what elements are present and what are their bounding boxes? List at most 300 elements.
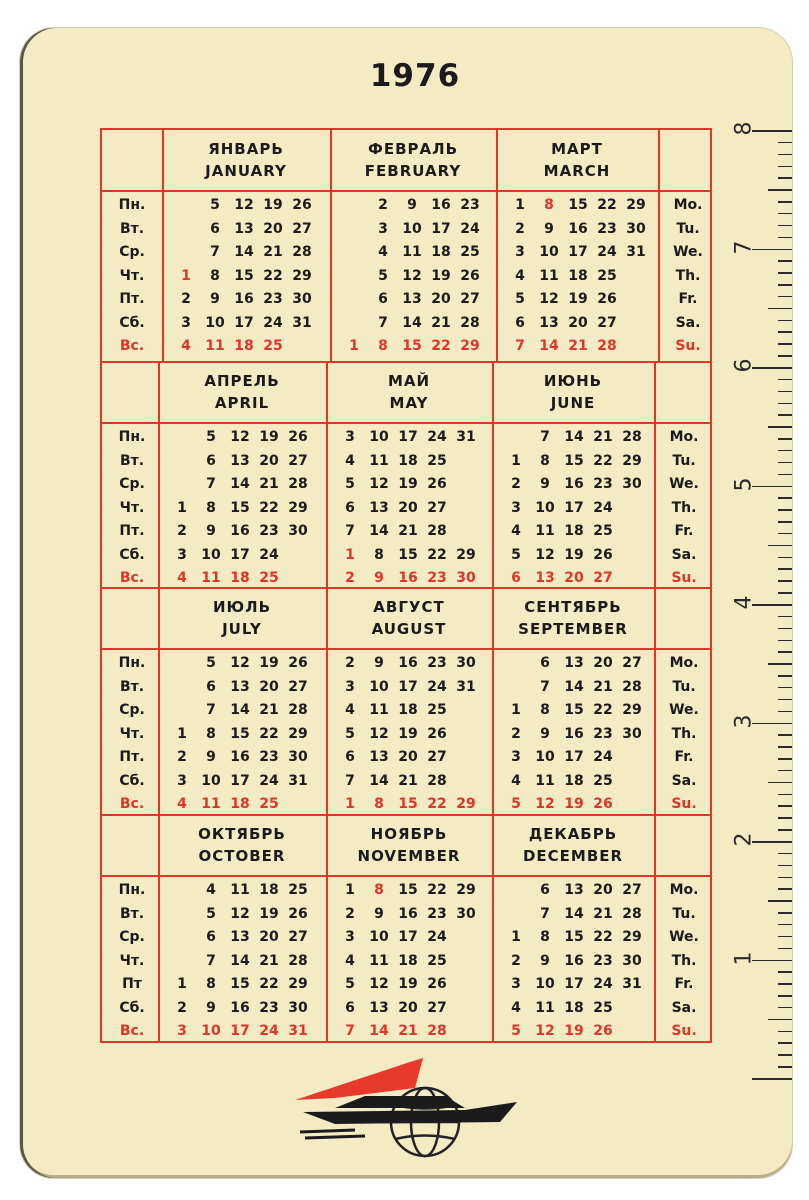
day-cell: 11 bbox=[402, 244, 422, 260]
ruler-tick bbox=[778, 936, 792, 938]
day-cell: 25 bbox=[288, 882, 308, 898]
day-cell: 3 bbox=[515, 244, 525, 260]
weekday-label-ru: Сб. bbox=[119, 772, 145, 789]
day-cell: 20 bbox=[259, 678, 279, 695]
day-cell: 12 bbox=[535, 796, 555, 812]
day-cell: 28 bbox=[622, 905, 642, 922]
day-cell: 7 bbox=[378, 314, 388, 331]
day-cell: 21 bbox=[593, 678, 613, 695]
weekday-label-en: Tu. bbox=[672, 905, 696, 922]
day-cell: 27 bbox=[622, 882, 642, 898]
day-cell: 10 bbox=[201, 546, 221, 563]
day-cell: 27 bbox=[597, 314, 617, 331]
day-cell: 22 bbox=[427, 796, 447, 812]
day-cell: 27 bbox=[288, 929, 308, 945]
ruler-tick bbox=[778, 296, 792, 298]
weekday-label-ru: Ср. bbox=[119, 476, 145, 492]
day-cell: 7 bbox=[206, 952, 216, 969]
day-cell: 2 bbox=[177, 999, 187, 1016]
day-cell: 14 bbox=[230, 476, 250, 492]
day-cell: 28 bbox=[292, 244, 312, 260]
day-cell: 9 bbox=[374, 570, 384, 586]
day-cell: 29 bbox=[622, 702, 642, 718]
ruler-tick bbox=[778, 142, 792, 144]
ruler-tick bbox=[778, 1042, 792, 1044]
day-cell: 6 bbox=[540, 882, 550, 898]
day-cell: 12 bbox=[369, 725, 389, 742]
day-cell: 12 bbox=[230, 905, 250, 922]
ruler-tick bbox=[778, 438, 792, 440]
day-cell: 20 bbox=[259, 452, 279, 469]
day-cell: 3 bbox=[378, 220, 388, 237]
day-cell: 21 bbox=[593, 905, 613, 922]
day-cell: 27 bbox=[427, 749, 447, 765]
weekday-label-en: We. bbox=[669, 929, 699, 945]
weekday-label-en: Mo. bbox=[669, 882, 699, 898]
day-cell: 24 bbox=[263, 314, 283, 331]
ruler-tick bbox=[778, 877, 792, 879]
day-cell: 13 bbox=[369, 499, 389, 516]
day-cell: 25 bbox=[259, 570, 279, 586]
day-cell: 5 bbox=[511, 796, 521, 812]
month-name-en: SEPTEMBER bbox=[518, 620, 628, 638]
day-cell: 10 bbox=[369, 929, 389, 945]
month-name-en: AUGUST bbox=[371, 620, 447, 638]
weekday-label-en: Mo. bbox=[669, 429, 699, 445]
day-cell: 12 bbox=[369, 976, 389, 992]
weekday-label-ru: Пн. bbox=[118, 882, 146, 898]
day-cell: 2 bbox=[511, 952, 521, 969]
ruler-tick bbox=[778, 924, 792, 926]
ruler-tick bbox=[768, 900, 792, 902]
day-cell: 18 bbox=[398, 452, 418, 469]
weekday-label-ru: Пн. bbox=[118, 429, 146, 445]
day-cell: 18 bbox=[234, 338, 254, 354]
weekday-label-en: Th. bbox=[671, 499, 697, 516]
weekday-label-en: Fr. bbox=[674, 976, 694, 992]
day-cell: 16 bbox=[564, 952, 584, 969]
month-name-ru: МАРТ bbox=[551, 140, 603, 158]
weekday-label-ru: Ср. bbox=[119, 929, 145, 945]
day-cell: 16 bbox=[564, 725, 584, 742]
day-cell: 13 bbox=[234, 220, 254, 237]
day-cell: 8 bbox=[540, 452, 550, 469]
weekday-label-ru: Пт bbox=[122, 976, 142, 992]
day-cell: 21 bbox=[259, 476, 279, 492]
day-cell: 6 bbox=[345, 749, 355, 765]
weekday-label-ru: Пт. bbox=[119, 523, 145, 539]
day-cell: 9 bbox=[540, 476, 550, 492]
day-cell: 19 bbox=[398, 476, 418, 492]
day-cell: 17 bbox=[431, 220, 451, 237]
day-cell: 29 bbox=[622, 929, 642, 945]
day-cell: 8 bbox=[374, 882, 384, 898]
day-cell: 9 bbox=[206, 523, 216, 539]
ruler-tick bbox=[778, 948, 792, 950]
day-cell: 22 bbox=[593, 929, 613, 945]
day-cell: 21 bbox=[398, 772, 418, 789]
ruler-tick bbox=[778, 177, 792, 179]
day-cell: 1 bbox=[345, 882, 355, 898]
month-name-ru: ИЮЛЬ bbox=[212, 598, 272, 616]
day-cell: 16 bbox=[564, 476, 584, 492]
month-name-ru: ЯНВАРЬ bbox=[208, 140, 284, 158]
day-cell: 4 bbox=[206, 882, 216, 898]
day-cell: 3 bbox=[345, 678, 355, 695]
day-cell: 19 bbox=[398, 976, 418, 992]
day-cell: 30 bbox=[288, 999, 308, 1016]
day-cell: 13 bbox=[230, 678, 250, 695]
day-cell: 2 bbox=[511, 476, 521, 492]
ruler-tick bbox=[778, 1031, 792, 1033]
day-cell: 24 bbox=[259, 546, 279, 563]
day-cell: 27 bbox=[288, 678, 308, 695]
day-cell: 9 bbox=[544, 220, 554, 237]
ruler-tick bbox=[778, 201, 792, 203]
day-cell: 12 bbox=[402, 267, 422, 284]
day-cell: 27 bbox=[288, 452, 308, 469]
month-name-ru: ИЮНЬ bbox=[543, 372, 603, 390]
day-cell: 15 bbox=[230, 725, 250, 742]
day-cell: 22 bbox=[427, 546, 447, 563]
day-cell: 19 bbox=[398, 725, 418, 742]
day-cell: 18 bbox=[564, 772, 584, 789]
day-cell: 16 bbox=[230, 749, 250, 765]
day-cell: 6 bbox=[206, 929, 216, 945]
day-cell: 21 bbox=[259, 952, 279, 969]
day-cell: 7 bbox=[515, 338, 525, 354]
day-cell: 3 bbox=[181, 314, 191, 331]
day-cell: 28 bbox=[622, 678, 642, 695]
weekday-label-en: We. bbox=[669, 702, 699, 718]
day-cell: 2 bbox=[345, 905, 355, 922]
day-cell: 10 bbox=[535, 499, 555, 516]
month-name-ru: ДЕКАБРЬ bbox=[528, 825, 618, 843]
weekday-label-ru: Пн. bbox=[118, 655, 146, 671]
ruler-tick bbox=[778, 331, 792, 333]
day-cell: 4 bbox=[511, 523, 521, 539]
day-cell: 14 bbox=[539, 338, 559, 354]
day-cell: 18 bbox=[431, 244, 451, 260]
ruler-tick bbox=[778, 746, 792, 748]
day-cell: 26 bbox=[593, 796, 613, 812]
day-cell: 14 bbox=[564, 429, 584, 445]
weekday-label-en: Th. bbox=[675, 267, 701, 284]
day-cell: 3 bbox=[177, 1023, 187, 1039]
ruler-tick bbox=[778, 853, 792, 855]
day-cell: 25 bbox=[593, 523, 613, 539]
day-cell: 21 bbox=[398, 523, 418, 539]
day-cell: 31 bbox=[288, 1023, 308, 1039]
day-cell: 22 bbox=[259, 499, 279, 516]
day-cell: 8 bbox=[544, 197, 554, 213]
month-name-en: JULY bbox=[222, 620, 262, 638]
weekday-label-ru: Пт. bbox=[119, 291, 145, 307]
day-cell: 20 bbox=[259, 929, 279, 945]
day-cell: 4 bbox=[511, 999, 521, 1016]
ruler-tick bbox=[768, 782, 792, 784]
ruler-tick bbox=[778, 865, 792, 867]
month-header bbox=[158, 588, 326, 646]
day-cell: 22 bbox=[593, 452, 613, 469]
day-cell: 16 bbox=[234, 291, 254, 307]
weekday-label-en: Sa. bbox=[671, 999, 697, 1016]
ruler-tick bbox=[778, 1007, 792, 1009]
month-name-ru: НОЯБРЬ bbox=[370, 825, 448, 843]
day-cell: 27 bbox=[292, 220, 312, 237]
day-cell: 18 bbox=[230, 570, 250, 586]
day-cell: 17 bbox=[564, 749, 584, 765]
ruler-tick bbox=[778, 521, 792, 523]
day-cell: 2 bbox=[515, 220, 525, 237]
month-name-en: MARCH bbox=[543, 162, 611, 180]
weekday-label-en: Mo. bbox=[669, 655, 699, 671]
header-divider bbox=[102, 422, 710, 424]
day-cell: 6 bbox=[511, 570, 521, 586]
weekday-label-ru: Вс. bbox=[119, 338, 145, 354]
day-cell: 22 bbox=[427, 882, 447, 898]
day-cell: 23 bbox=[460, 197, 480, 213]
day-cell: 18 bbox=[259, 882, 279, 898]
month-name-ru: АВГУСТ bbox=[373, 598, 445, 616]
day-cell: 30 bbox=[288, 749, 308, 765]
ruler-tick bbox=[752, 841, 792, 843]
day-cell: 20 bbox=[398, 499, 418, 516]
day-cell: 14 bbox=[369, 772, 389, 789]
day-cell: 30 bbox=[622, 725, 642, 742]
weekday-label-ru: Вт. bbox=[119, 452, 145, 469]
day-cell: 14 bbox=[234, 244, 254, 260]
day-cell: 6 bbox=[345, 999, 355, 1016]
day-cell: 15 bbox=[398, 882, 418, 898]
day-cell: 13 bbox=[539, 314, 559, 331]
day-cell: 23 bbox=[593, 952, 613, 969]
day-cell: 27 bbox=[427, 499, 447, 516]
day-cell: 6 bbox=[378, 291, 388, 307]
day-cell: 23 bbox=[427, 570, 447, 586]
day-cell: 10 bbox=[535, 749, 555, 765]
ruler-tick bbox=[778, 343, 792, 345]
weekday-label-ru: Сб. bbox=[119, 546, 145, 563]
day-cell: 13 bbox=[564, 882, 584, 898]
ruler-tick bbox=[768, 426, 792, 428]
day-cell: 26 bbox=[597, 291, 617, 307]
ruler-tick bbox=[778, 379, 792, 381]
ruler-tick bbox=[778, 391, 792, 393]
month-header bbox=[492, 588, 654, 646]
day-cell: 10 bbox=[201, 1023, 221, 1039]
day-cell: 5 bbox=[210, 197, 220, 213]
day-cell: 18 bbox=[564, 999, 584, 1016]
day-cell: 14 bbox=[230, 702, 250, 718]
month-name-en: FEBRUARY bbox=[364, 162, 462, 180]
day-cell: 1 bbox=[511, 452, 521, 469]
month-header bbox=[158, 815, 326, 873]
ruler-tick bbox=[778, 770, 792, 772]
header-divider bbox=[102, 648, 710, 650]
ruler-tick bbox=[778, 651, 792, 653]
day-cell: 1 bbox=[515, 197, 525, 213]
day-cell: 14 bbox=[369, 523, 389, 539]
ruler bbox=[730, 100, 792, 1100]
day-cell: 17 bbox=[564, 976, 584, 992]
weekday-label-en: Th. bbox=[671, 725, 697, 742]
day-cell: 28 bbox=[288, 476, 308, 492]
month-header bbox=[326, 362, 492, 420]
weekday-label-ru: Пт. bbox=[119, 749, 145, 765]
weekday-label-en: Su. bbox=[675, 338, 701, 354]
day-cell: 5 bbox=[206, 429, 216, 445]
day-cell: 25 bbox=[597, 267, 617, 284]
ruler-tick bbox=[768, 1019, 792, 1021]
day-cell: 1 bbox=[349, 338, 359, 354]
day-cell: 15 bbox=[568, 197, 588, 213]
day-cell: 9 bbox=[540, 725, 550, 742]
day-cell: 19 bbox=[564, 546, 584, 563]
day-cell: 30 bbox=[622, 952, 642, 969]
day-cell: 15 bbox=[234, 267, 254, 284]
weekday-label-ru: Чт. bbox=[119, 267, 145, 284]
day-cell: 17 bbox=[398, 429, 418, 445]
month-header bbox=[326, 588, 492, 646]
day-cell: 13 bbox=[369, 749, 389, 765]
day-cell: 20 bbox=[431, 291, 451, 307]
ruler-tick bbox=[778, 628, 792, 630]
ruler-tick bbox=[778, 794, 792, 796]
day-cell: 18 bbox=[230, 796, 250, 812]
weekday-label-ru: Сб. bbox=[119, 314, 145, 331]
ruler-tick bbox=[752, 604, 792, 606]
day-cell: 9 bbox=[374, 905, 384, 922]
ruler-tick bbox=[768, 189, 792, 191]
month-header bbox=[162, 130, 330, 188]
quarter-3 bbox=[102, 588, 710, 815]
ruler-tick bbox=[778, 805, 792, 807]
day-cell: 26 bbox=[460, 267, 480, 284]
ruler-tick bbox=[778, 1066, 792, 1068]
ruler-tick bbox=[778, 983, 792, 985]
day-cell: 28 bbox=[622, 429, 642, 445]
day-cell: 16 bbox=[431, 197, 451, 213]
month-header bbox=[326, 815, 492, 873]
ruler-tick bbox=[778, 699, 792, 701]
calendar-grid bbox=[100, 128, 712, 1043]
quarter-4 bbox=[102, 815, 710, 1043]
day-cell: 6 bbox=[540, 655, 550, 671]
ruler-tick bbox=[778, 355, 792, 357]
day-cell: 25 bbox=[593, 999, 613, 1016]
weekday-label-ru: Чт. bbox=[119, 725, 145, 742]
day-cell: 7 bbox=[540, 678, 550, 695]
day-cell: 29 bbox=[288, 725, 308, 742]
day-cell: 4 bbox=[181, 338, 191, 354]
day-cell: 11 bbox=[369, 952, 389, 969]
day-cell: 24 bbox=[427, 929, 447, 945]
ruler-number: 8 bbox=[731, 121, 757, 136]
day-cell: 26 bbox=[593, 546, 613, 563]
day-cell: 1 bbox=[511, 702, 521, 718]
day-cell: 12 bbox=[234, 197, 254, 213]
day-cell: 4 bbox=[378, 244, 388, 260]
day-cell: 21 bbox=[593, 429, 613, 445]
day-cell: 10 bbox=[201, 772, 221, 789]
day-cell: 5 bbox=[515, 291, 525, 307]
day-cell: 11 bbox=[230, 882, 250, 898]
day-cell: 22 bbox=[263, 267, 283, 284]
day-cell: 1 bbox=[345, 546, 355, 563]
day-cell: 16 bbox=[398, 655, 418, 671]
day-cell: 6 bbox=[206, 678, 216, 695]
day-cell: 23 bbox=[259, 749, 279, 765]
day-cell: 3 bbox=[177, 772, 187, 789]
day-cell: 11 bbox=[201, 796, 221, 812]
header-divider bbox=[102, 190, 710, 192]
day-cell: 6 bbox=[206, 452, 216, 469]
day-cell: 24 bbox=[593, 749, 613, 765]
day-cell: 31 bbox=[626, 244, 646, 260]
day-cell: 26 bbox=[292, 197, 312, 213]
day-cell: 23 bbox=[427, 905, 447, 922]
day-cell: 11 bbox=[201, 570, 221, 586]
day-cell: 13 bbox=[535, 570, 555, 586]
day-cell: 5 bbox=[345, 725, 355, 742]
day-cell: 23 bbox=[597, 220, 617, 237]
day-cell: 25 bbox=[427, 952, 447, 969]
day-cell: 20 bbox=[398, 999, 418, 1016]
day-cell: 24 bbox=[259, 772, 279, 789]
day-cell: 14 bbox=[369, 1023, 389, 1039]
day-cell: 12 bbox=[369, 476, 389, 492]
ruler-number: 3 bbox=[731, 714, 757, 728]
weekday-label-ru: Вс. bbox=[119, 570, 145, 586]
day-cell: 27 bbox=[460, 291, 480, 307]
ruler-tick bbox=[768, 545, 792, 547]
day-cell: 28 bbox=[427, 772, 447, 789]
day-cell: 31 bbox=[456, 429, 476, 445]
day-cell: 17 bbox=[230, 772, 250, 789]
day-cell: 11 bbox=[205, 338, 225, 354]
month-name-ru: ОКТЯБРЬ bbox=[198, 825, 286, 843]
weekday-label-en: Mo. bbox=[673, 197, 703, 213]
month-header bbox=[496, 130, 658, 188]
ruler-tick bbox=[778, 640, 792, 642]
weekday-label-ru: Сб. bbox=[119, 999, 145, 1016]
day-cell: 3 bbox=[177, 546, 187, 563]
day-cell: 22 bbox=[259, 725, 279, 742]
day-cell: 16 bbox=[230, 523, 250, 539]
day-cell: 2 bbox=[345, 570, 355, 586]
day-cell: 28 bbox=[427, 1023, 447, 1039]
day-cell: 9 bbox=[210, 291, 220, 307]
weekday-label-en: Tu. bbox=[676, 220, 700, 237]
ruler-number: 5 bbox=[731, 477, 757, 491]
day-cell: 27 bbox=[427, 999, 447, 1016]
day-cell: 3 bbox=[511, 749, 521, 765]
day-cell: 21 bbox=[568, 338, 588, 354]
day-cell: 29 bbox=[456, 546, 476, 563]
header-divider bbox=[102, 875, 710, 877]
day-cell: 25 bbox=[427, 452, 447, 469]
weekday-label-en: We. bbox=[669, 476, 699, 492]
weekday-label-en: Tu. bbox=[672, 678, 696, 695]
day-cell: 24 bbox=[593, 499, 613, 516]
day-cell: 15 bbox=[564, 702, 584, 718]
day-cell: 6 bbox=[515, 314, 525, 331]
day-cell: 1 bbox=[177, 976, 187, 992]
day-cell: 23 bbox=[259, 523, 279, 539]
ruler-tick bbox=[778, 225, 792, 227]
day-cell: 16 bbox=[398, 905, 418, 922]
